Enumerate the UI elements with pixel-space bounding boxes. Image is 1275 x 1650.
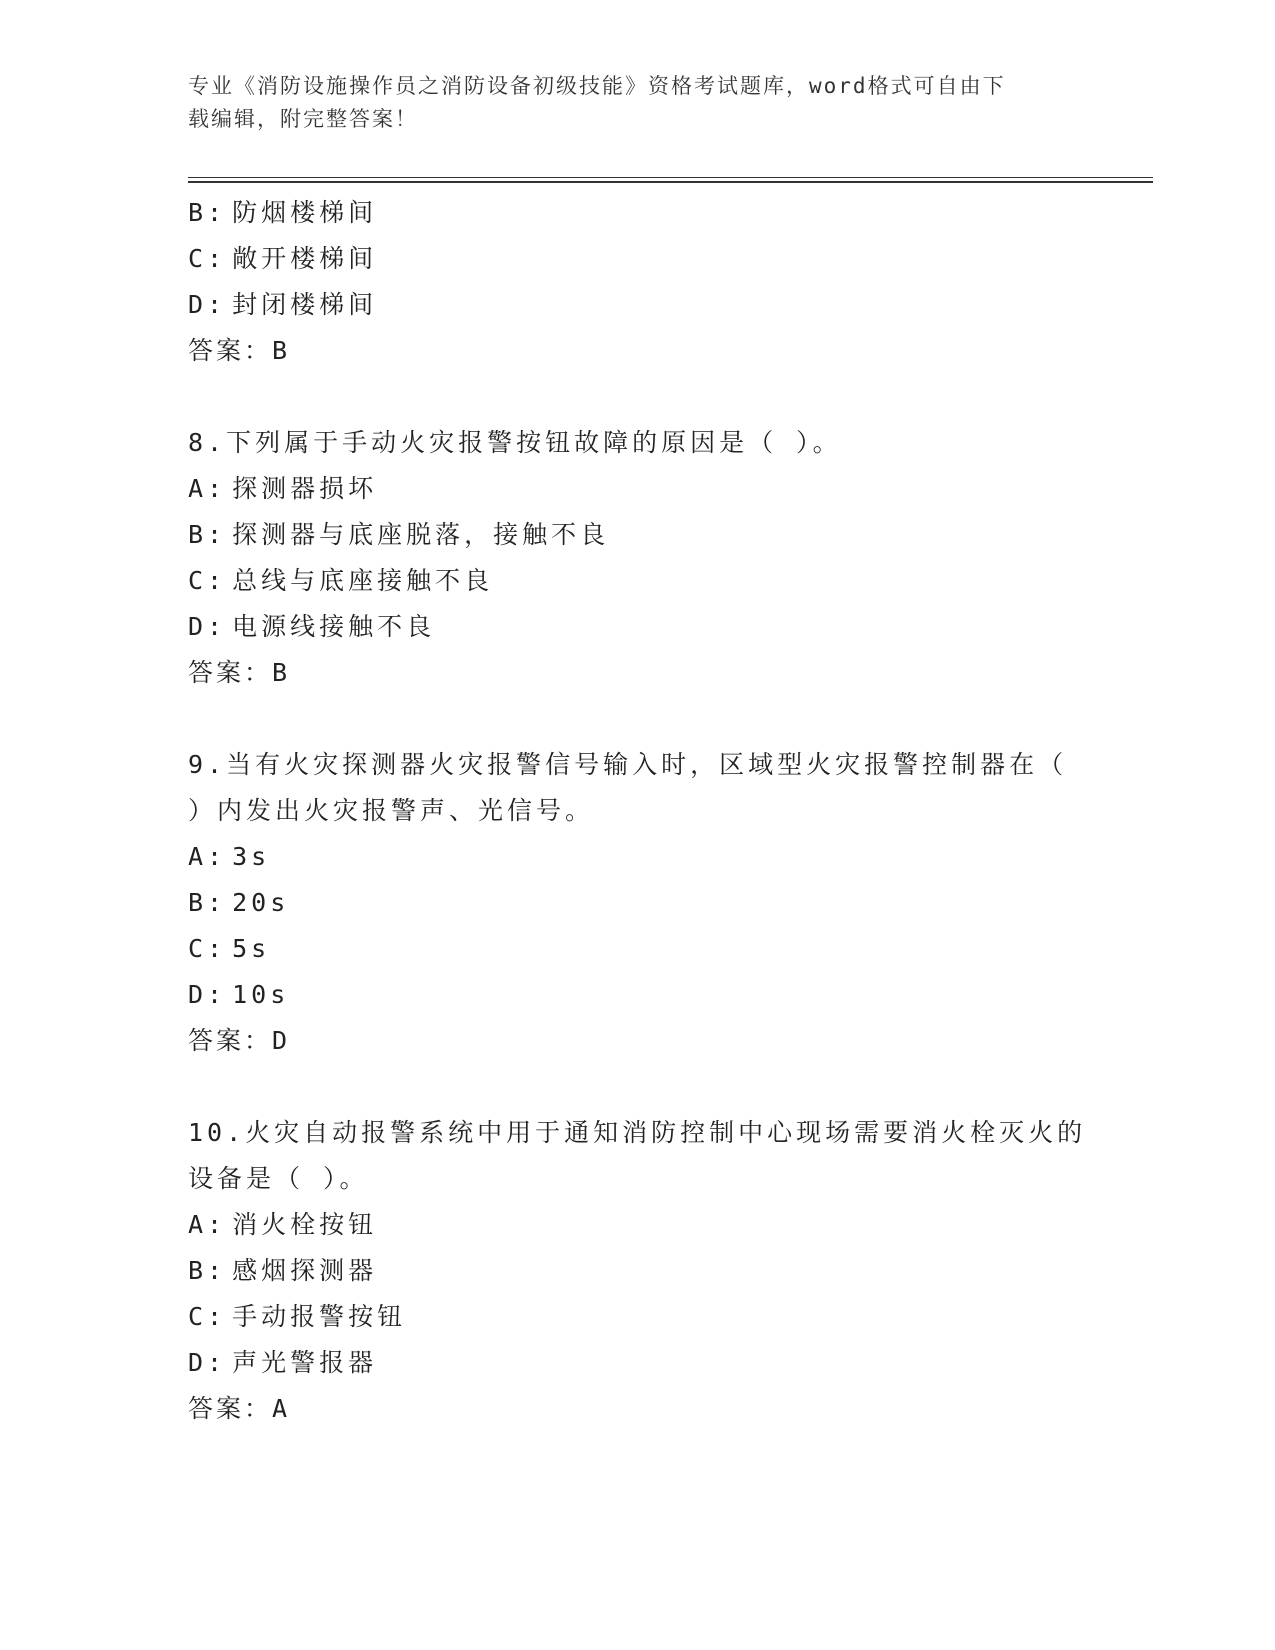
option-b <box>188 880 1088 926</box>
option-label: D: <box>188 612 227 641</box>
option-label: B: <box>188 520 227 549</box>
option-text: 20s <box>232 888 290 917</box>
option-text: 探测器损坏 <box>232 474 378 503</box>
question-stem-line-1: 9.当有火灾探测器火灾报警信号输入时，区域型火灾报警控制器在（ <box>188 750 1068 779</box>
option-b <box>188 512 1088 558</box>
option-text: 封闭楼梯间 <box>232 290 378 319</box>
option-d <box>188 972 1088 1018</box>
option-label: A: <box>188 842 227 871</box>
question-stem-line-2: 设备是（ ）。 <box>188 1164 369 1193</box>
option-label: B: <box>188 888 227 917</box>
option-text: 5s <box>232 934 271 963</box>
question-10 <box>188 1110 1088 1432</box>
option-label: C: <box>188 1302 227 1331</box>
answer-line: 答案：D <box>188 1026 291 1055</box>
option-b <box>188 1248 1088 1294</box>
question-9 <box>188 742 1088 1064</box>
header-line-1: 专业《消防设施操作员之消防设备初级技能》资格考试题库，word格式可自由下 <box>188 74 1006 98</box>
answer-line: 答案：B <box>188 658 291 687</box>
option-text: 电源线接触不良 <box>232 612 436 641</box>
option-label: B: <box>188 198 227 227</box>
option-label: B: <box>188 1256 227 1285</box>
option-a <box>188 834 1088 880</box>
option-d <box>188 1340 1088 1386</box>
option-label: C: <box>188 566 227 595</box>
option-label: A: <box>188 474 227 503</box>
question-stem-line-2: ）内发出火灾报警声、光信号。 <box>188 796 595 825</box>
option-label: D: <box>188 1348 227 1377</box>
header-divider-thin <box>188 177 1153 178</box>
option-text: 敞开楼梯间 <box>232 244 378 273</box>
option-label: A: <box>188 1210 227 1239</box>
option-text: 探测器与底座脱落，接触不良 <box>232 520 610 549</box>
option-text: 3s <box>232 842 271 871</box>
question-8 <box>188 420 1088 696</box>
option-label: D: <box>188 980 227 1009</box>
option-text: 感烟探测器 <box>232 1256 378 1285</box>
option-label: C: <box>188 934 227 963</box>
question-stem-line-1: 10.火灾自动报警系统中用于通知消防控制中心现场需要消火栓灭火的 <box>188 1118 1087 1147</box>
header-line-2: 载编辑，附完整答案！ <box>188 107 418 131</box>
option-c <box>188 926 1088 972</box>
document-header <box>188 70 1088 136</box>
option-text: 10s <box>232 980 290 1009</box>
option-label: D: <box>188 290 227 319</box>
option-d <box>188 282 1088 328</box>
answer-line: 答案：A <box>188 1394 291 1423</box>
option-text: 声光警报器 <box>232 1348 378 1377</box>
option-b <box>188 190 1088 236</box>
question-stem: 8.下列属于手动火灾报警按钮故障的原因是（ ）。 <box>188 428 842 457</box>
spacer <box>188 696 1088 742</box>
option-a <box>188 1202 1088 1248</box>
option-c <box>188 236 1088 282</box>
header-divider-thick <box>188 181 1153 183</box>
question-7-continued <box>188 190 1088 374</box>
option-d <box>188 604 1088 650</box>
option-text: 手动报警按钮 <box>232 1302 407 1331</box>
option-text: 总线与底座接触不良 <box>232 566 494 595</box>
option-text: 消火栓按钮 <box>232 1210 378 1239</box>
spacer <box>188 1064 1088 1110</box>
option-c <box>188 1294 1088 1340</box>
option-text: 防烟楼梯间 <box>232 198 378 227</box>
spacer <box>188 374 1088 420</box>
answer-line: 答案：B <box>188 336 291 365</box>
option-c <box>188 558 1088 604</box>
option-a <box>188 466 1088 512</box>
option-label: C: <box>188 244 227 273</box>
question-list <box>188 190 1088 1432</box>
